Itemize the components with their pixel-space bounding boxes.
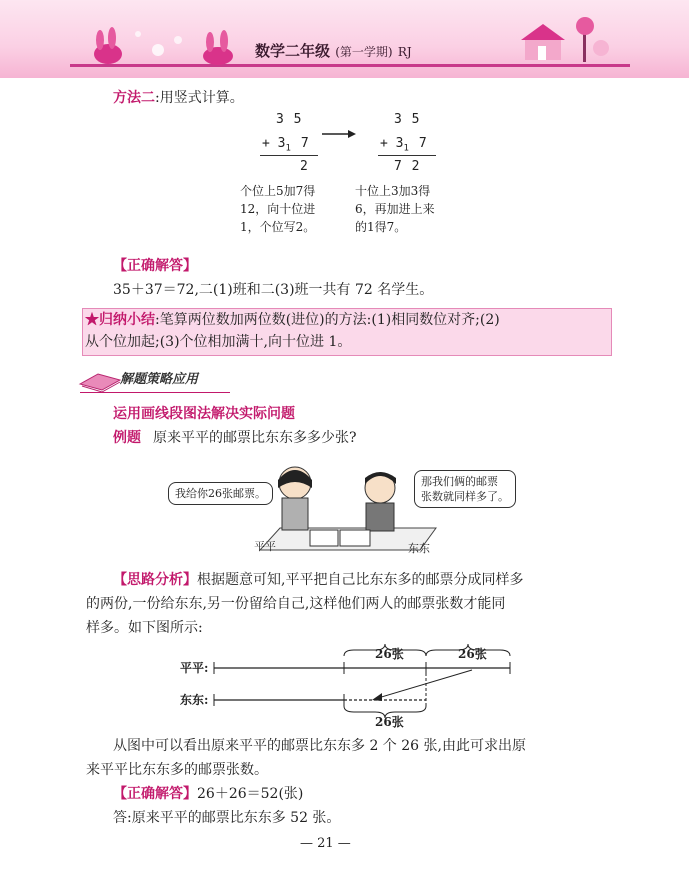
summary-line2: 从个位加起;(3)个位相加满十,向十位进 1。 [85, 334, 352, 350]
diagram-label-pingping: 平平: [180, 661, 209, 675]
speech-bubble-left: 我给你26张邮票。 [168, 482, 273, 505]
name-dongdong: 东东 [408, 542, 430, 555]
strategy-heading: 运用画线段图法解决实际问题 [113, 406, 295, 422]
header-title: 数学二年级 (第一学期) RJ [255, 42, 412, 60]
answer1-label: 【正确解答】 [113, 258, 197, 274]
example-line: 例题 原来平平的邮票比东东多多少张? [113, 430, 357, 446]
bunny-flower-illustration [78, 10, 248, 68]
segment-label-2: 26张 [458, 647, 487, 661]
segment-label-1: 26张 [375, 647, 404, 661]
calc2-row2: + $3_1$ 7 [380, 136, 427, 154]
arrow-right-icon [322, 128, 356, 140]
page-number: — 21 — [300, 836, 351, 851]
analysis-line1: 【思路分析】根据题意可知,平平把自己比东东多的邮票分成同样多 [113, 572, 524, 588]
house-tree-illustration [505, 8, 625, 68]
diagram-label-dongdong: 东东: [180, 693, 209, 707]
answer2-line: 【正确解答】26＋26＝52(张) [113, 786, 304, 802]
calc1-note: 个位上5加7得 12，向十位进 1，个位写2。 [240, 184, 316, 234]
analysis-line2: 的两份,一份给东东,另一份留给自己,这样他们两人的邮票张数才能同 [86, 596, 506, 612]
calc1-rule [260, 155, 318, 156]
calc2-row1: 3 5 [394, 112, 421, 127]
conclusion-line2: 来平平比东东多的邮票张数。 [86, 762, 268, 778]
conclusion-line1: 从图中可以看出原来平平的邮票比东东多 2 个 26 张,由此可求出原 [113, 738, 526, 754]
calc1-row2: + $3_1$ 7 [262, 136, 309, 154]
strategy-underline [80, 392, 230, 393]
calc1-result: 2 [300, 159, 308, 174]
book-icon [78, 366, 122, 392]
answer2-final: 答:原来平平的邮票比东东多 52 张。 [113, 810, 341, 826]
speech-bubble-right: 那我们俩的邮票 张数就同样多了。 [414, 470, 516, 508]
method-heading: 方法二:用竖式计算。 [113, 90, 244, 106]
calc1-row1: 3 5 [276, 112, 303, 127]
calc2-rule [378, 155, 436, 156]
calc2-note: 十位上3加3得 6，再加进上来 的1得7。 [355, 184, 435, 234]
segment-label-3: 26张 [375, 715, 404, 729]
calc2-result: 7 2 [394, 159, 421, 174]
analysis-line3: 样多。如下图所示: [86, 620, 203, 636]
strategy-label: 解题策略应用 [120, 372, 199, 387]
name-pingping: 平平 [254, 540, 276, 553]
answer1-text: 35＋37＝72,二(1)班和二(3)班一共有 72 名学生。 [113, 282, 434, 298]
summary-line1: ★归纳小结:笔算两位数加两位数(进位)的方法:(1)相同数位对齐;(2) [85, 312, 500, 328]
